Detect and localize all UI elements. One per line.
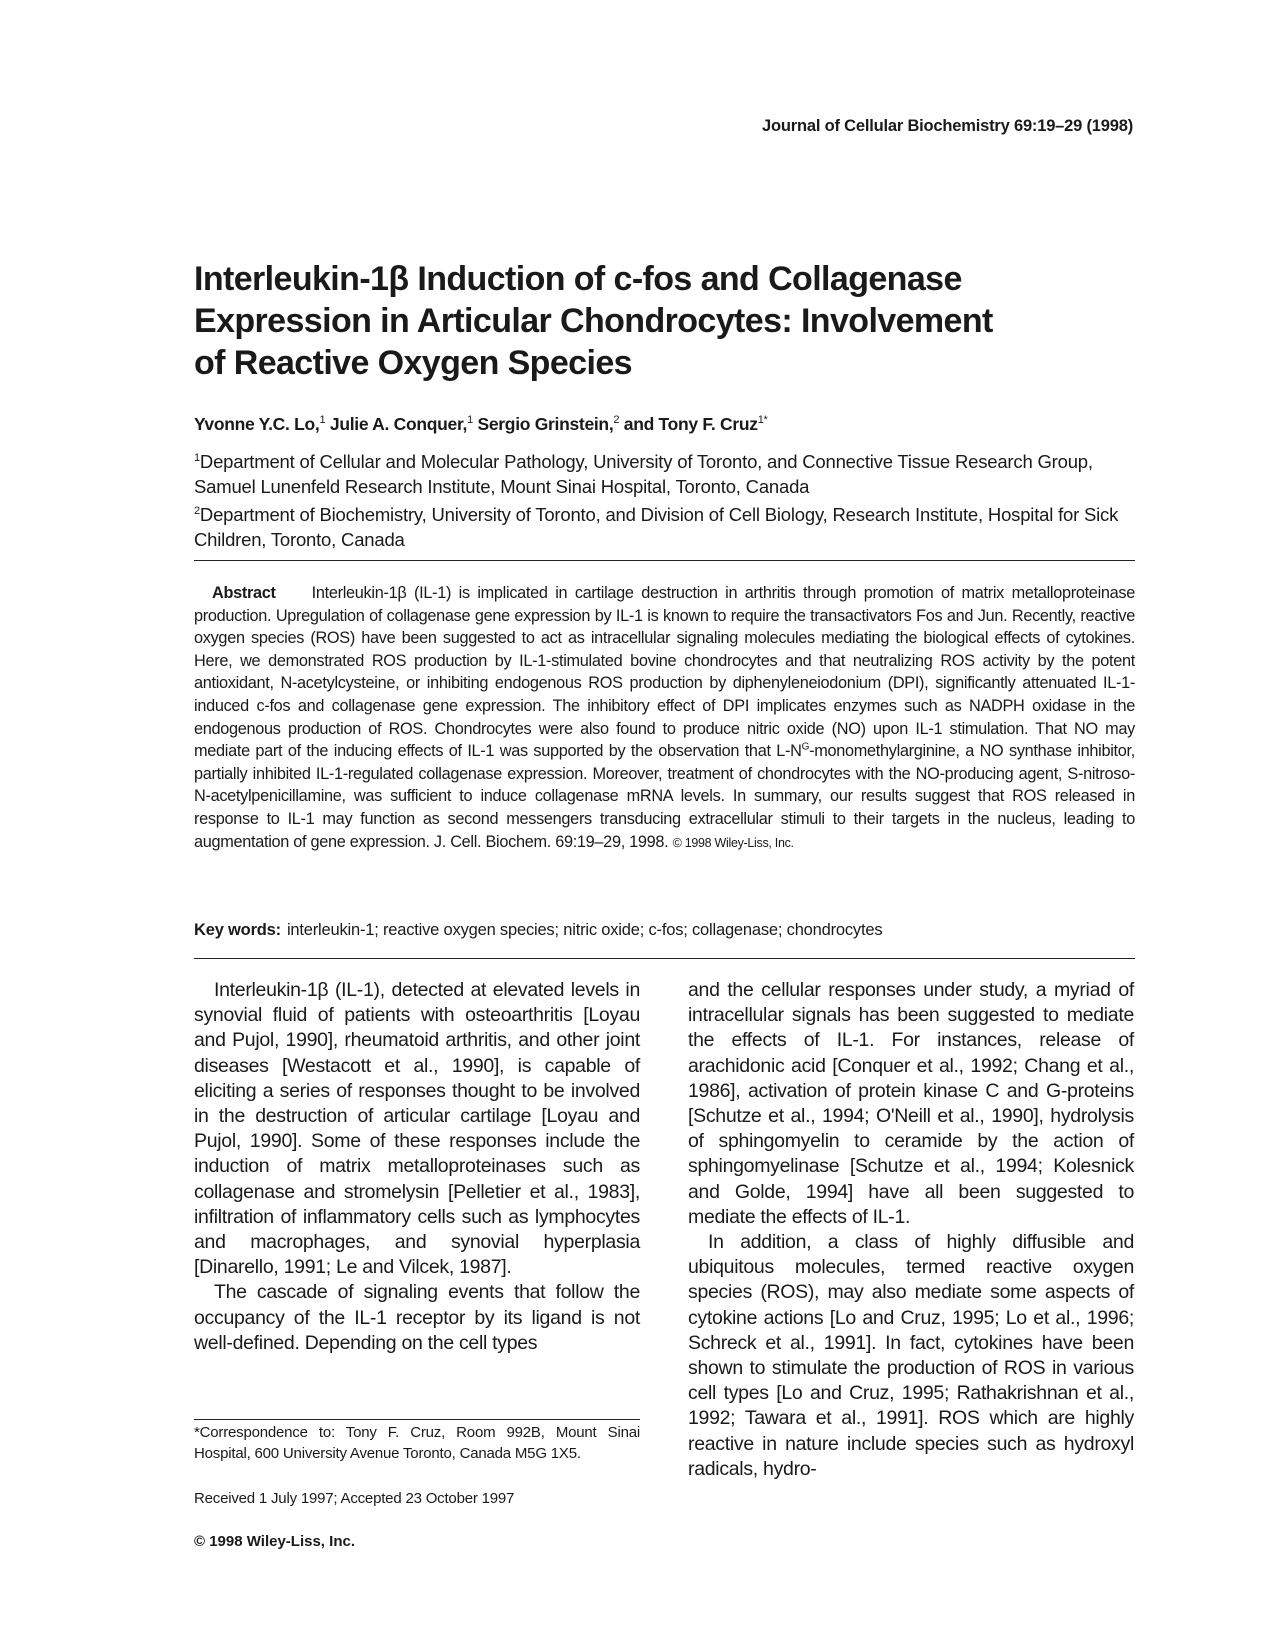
abstract-text: -monomethylarginine, a NO synthase inhibitor, partially inhibited IL-1-regulated collagenase expression. Moreover, treatment of chondrocytes with the NO-producing agent, S-nitroso-N-acetylpenicillamine, was sufficient to induce collagenase mRNA levels. In summary, our results suggest that ROS released in response to IL-1 may function as second messengers transducing extracellular stimuli to their targets in the nucleus, leading to augmentation of gene expression. J. Cell. Biochem. 69:19–29, 1998. (194, 742, 1135, 851)
keywords-label: Key words: (194, 921, 281, 939)
title-line: Expression in Articular Chondrocytes: Involvement (194, 302, 993, 340)
body-column-right (688, 978, 1134, 1482)
affiliation-mark: 2 (194, 505, 200, 518)
correspondence-footnote (194, 1422, 640, 1464)
publisher-copyright: © 1998 Wiley-Liss, Inc. (194, 1533, 355, 1550)
author-affil-mark: 1 (319, 414, 326, 427)
title-line: of Reactive Oxygen Species (194, 344, 632, 382)
author-name: Yvonne Y.C. Lo, (194, 414, 320, 434)
received-dates: Received 1 July 1997; Accepted 23 October 1997 (194, 1490, 515, 1507)
affiliations (194, 446, 1154, 552)
journal-citation: Journal of Cellular Biochemistry 69:19–29 (1998) (762, 117, 1133, 135)
author-name: Sergio Grinstein, (477, 414, 614, 434)
body-paragraph: Interleukin-1β (IL-1), detected at elevated levels in synovial fluid of patients with osteoarthritis [Loyau and Pujol, 1990], rheumatoid arthritis, and other joint diseases [Westacott et al., 1990], is capable of eliciting a series of responses thought to be involved in the destruction of articular cartilage [Loyau and Pujol, 1990]. Some of these responses include the induction of matrix metalloproteinases such as collagenase and stromelysin [Pelletier et al., 1983], infiltration of inflammatory cells such as lymphocytes and macrophages, and synovial hyperplasia [Dinarello, 1991; Le and Vilcek, 1987]. (194, 979, 640, 1279)
keywords (194, 921, 1135, 940)
abstract-top-rule (194, 560, 1135, 561)
affiliation-mark: 1 (194, 452, 200, 464)
abstract (194, 582, 1135, 854)
title-line: Interleukin-1β Induction of c-fos and Collagenase (194, 260, 962, 298)
abstract-copyright: © 1998 Wiley-Liss, Inc. (672, 835, 794, 850)
abstract-superscript: G (801, 741, 810, 753)
correspondence-text: *Correspondence to: Tony F. Cruz, Room 992B, Mount Sinai Hospital, 600 University Avenue Toronto, Canada M5G 1X5. (194, 1424, 640, 1462)
body-paragraph: In addition, a class of highly diffusible and ubiquitous molecules, termed reactive oxygen species (ROS), may also mediate some aspects of cytokine actions [Lo and Cruz, 1995; Lo et al., 1996; Schreck et al., 1991]. In fact, cytokines have been shown to stimulate the production of ROS in various cell types [Lo and Cruz, 1995; Rathakrishnan et al., 1992; Tawara et al., 1991]. ROS which are highly reactive in nature include species such as hydroxyl radicals, hydro- (688, 1231, 1134, 1480)
body-column-left (194, 978, 640, 1356)
affiliation-text: Department of Biochemistry, University of Toronto, and Division of Cell Biology, Research Institute, Hospital for Sick Children, Toronto, Canada (194, 504, 1119, 551)
body-paragraph: and the cellular responses under study, a myriad of intracellular signals has been suggested to mediate the effects of IL-1. For instances, release of arachidonic acid [Conquer et al., 1992; Chang et al., 1986], activation of protein kinase C and G-proteins [Schutze et al., 1994; O'Neill et al., 1990], hydrolysis of sphingomyelin to ceramide by the action of sphingomyelinase [Schutze et al., 1994; Kolesnick and Golde, 1994] have all been suggested to mediate the effects of IL-1. (688, 979, 1134, 1228)
article-title (194, 258, 1094, 384)
keywords-text: interleukin-1; reactive oxygen species; nitric oxide; c-fos; collagenase; chondrocytes (286, 921, 883, 939)
abstract-text: Interleukin-1β (IL-1) is implicated in cartilage destruction in arthritis through promotion of matrix metalloproteinase production. Upregulation of collagenase gene expression by IL-1 is known to require the transactivators Fos and Jun. Recently, reactive oxygen species (ROS) have been suggested to act as intracellular signaling molecules mediating the biological effects of cytokines. Here, we demonstrated ROS production by IL-1-stimulated bovine chondrocytes and that neutralizing ROS activity by the potent antioxidant, N-acetylcysteine, or inhibiting endogenous ROS production by diphenyleneiodonium (DPI), significantly attenuated IL-1-induced c-fos and collagenase gene expression. The inhibitory effect of DPI implicates enzymes such as NADPH oxidase in the endogenous production of ROS. Chondrocytes were also found to produce nitric oxide (NO) upon IL-1 stimulation. That NO may mediate part of the inducing effects of IL-1 was supported by the observation that L-N (194, 584, 1135, 761)
author-name: Julie A. Conquer, (329, 414, 468, 434)
author-affil-mark: 2 (613, 414, 620, 427)
body-top-rule (194, 958, 1135, 959)
author-list (194, 414, 1094, 435)
affiliation-2 (194, 499, 1154, 552)
author-name: and Tony F. Cruz (623, 414, 758, 434)
abstract-label: Abstract (212, 584, 276, 602)
footnote-rule (194, 1419, 640, 1420)
author-affil-mark: 1 (467, 414, 473, 427)
affiliation-text: Department of Cellular and Molecular Pathology, University of Toronto, and Connective Tissue Research Group, Samuel Lunenfeld Research Institute, Mount Sinai Hospital, Toronto, Canada (194, 451, 1093, 498)
affiliation-1 (194, 446, 1154, 499)
body-paragraph: The cascade of signaling events that follow the occupancy of the IL-1 receptor by its ligand is not well-defined. Depending on the cell types (194, 1281, 640, 1354)
author-affil-mark: 1* (757, 414, 768, 427)
